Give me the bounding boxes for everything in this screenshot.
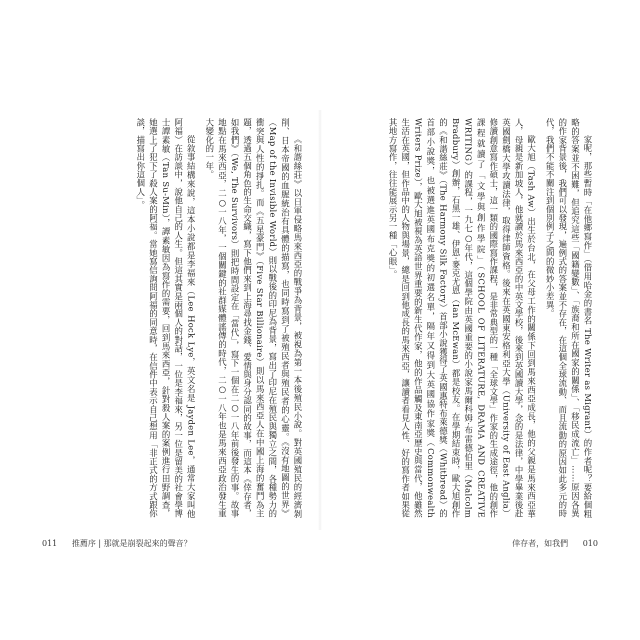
left-page-footer (42, 539, 192, 549)
right-page-footer (512, 539, 598, 549)
right-page (334, 118, 594, 522)
running-head-section: 推薦序 (71, 539, 96, 548)
divider: | (98, 539, 102, 548)
book-spine (318, 110, 322, 530)
paragraph: 從敘事結構來說，這本小說都是李福來（Lee Hock Lye，英文名是 Jayden Lee，通常大家叫他阿福）在訪談中，說他自己的人生。但這其實是兩個人的對話，一位是李福來，另一位是留美的社會學博士譚素敏（Tan Su-Min），譚素敏因為寫作的需要，回到馬來西亞，針對殺人案的案例進行田野調查，她選上了犯下了殺人案的阿福。當她寫信詢問阿福的同意時，在信件中表示自己想用「非正式的方式跟你談，描寫出你這個人」。 (135, 118, 197, 518)
right-page-text-column (334, 118, 594, 518)
page-number: 011 (42, 539, 58, 548)
paragraph: 歐大旭（Tash Aw）出生於台北，在父母工作的關係下回到馬來西亞成長，他的父親是馬來西亞華人，母親是新加坡人，他就讀於馬來西亞的中英文學校，後來到英國讀大學，念的是法律，中學畢業後赴英國劍橋大學攻讀法律，取得律師資格。後來在英國東安格利亞大學（University of East Anglia）修讀創意寫作碩士，這一類的國際寫作課程，是非常典型的一種「全球文學」作家的生成途徑，他的創作課程就讀了「文學與創作學院」（SCHOOL OF LITERATURE, DRAMA AND CREATIVE WRITING）的課程，一九七○年代，這個學院由英國重要的小說家馬爾科姆·布雷德伯里（Malcolm Bradbury）創辦，石黑一雄、伊恩·麥克尤恩（Ian McEwan）都是校友。在學期結束時，歐大旭創作的《和諧絲莊》（The Harmony Silk Factory）首部小說獲得了英國惠特布萊德獎（Whitbread）的首部小說獎，也被選進英國布克獎的初選名單，隔年又得到大英國協作家獎（Commonwealth Writers Prize），歐大旭被視為英語世界重要的新生代作家，他的作品觸及東南亞歷史與當代，他雖然生活在英國，但作品中的人物與場景，總是回到他成長的馬來西亞，讓讀者看見人性、好的寫作者如果從其地方寫作，往往能展示另一種「心眼」。 (388, 118, 537, 518)
paragraph: 家呢，那些暫時「在他鄉寫作」（借用哈金的書名 The Writer as Migrant）的作者呢？要給個粗略的答案並不困難，但追究這些「國籍變數」、「族裔和所在國家的關係」、「移民成流亡」……原因各異的作家背景後，我們可以發現，遍例式的答案並不存在，在這個全球流動、而且流動的原因如此多元的時代，我們不能不關注到個別例子之間的微妙小差異。 (545, 118, 593, 518)
left-page-text-column (44, 118, 304, 518)
paragraph: 《和諧絲莊》以日軍侵略馬來西亞的戰爭為背景，被視為第一本後殖民小說。對英國殖民的經濟剝削、日本帝國的血腥統治有具體的描寫，也同時寫到了被殖民者與殖民者的心靈。《沒有地圖的世界》（Map of the Invisible World）則以戰後的印尼為背景，寫出了印尼在殖民與獨立之間，各種勢力的衝突與人性的掙扎。而《五星豪門》（Five Star Billionaire）則以馬來西亞人在中國上海的奮鬥為主題，透過五個角色的生命交織，寫下他們來到上海尋找金錢、愛情與身分認同的故事，而這本《倖存者，如我們》（We, The Survivors）則把時間設定在「當代」，寫下一個在二○一八年前後發生的事。故事地點在馬來西亞，二○一八年，一個關鍵的社群媒體謠傳的時代，二○一八年也是馬來西亞政治發生重大變化的一年。 (204, 118, 303, 518)
left-page (44, 118, 304, 522)
running-head-section: 倖存者，如我們 (512, 539, 569, 548)
page-number: 010 (582, 539, 598, 548)
running-head-subtitle: 那就是崩裂起來的聲音？ (103, 539, 192, 548)
